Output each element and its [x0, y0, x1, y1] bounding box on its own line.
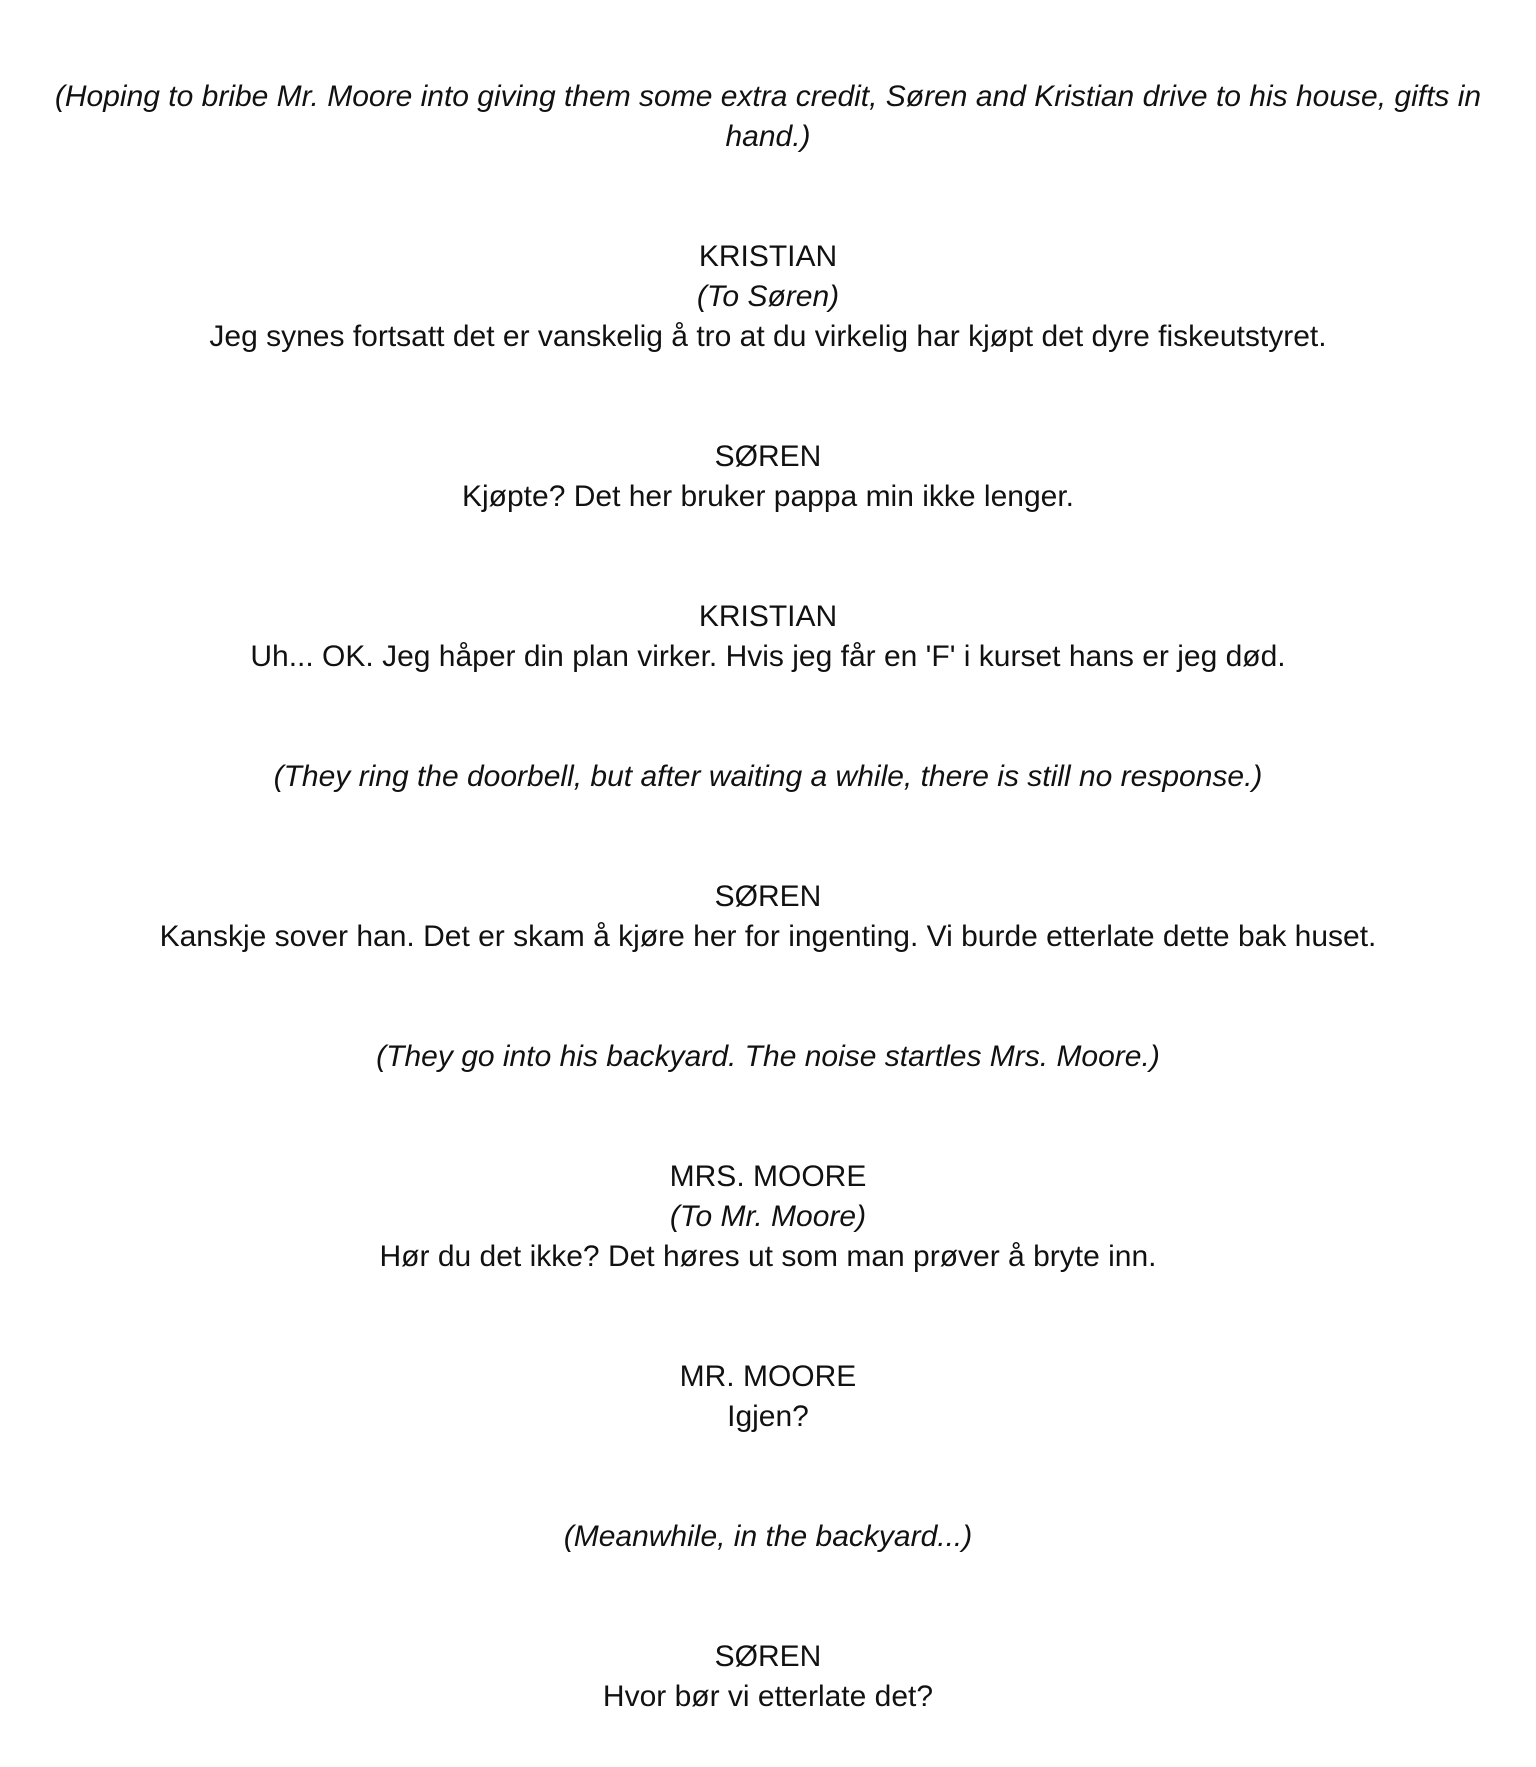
- character-name-soren: SØREN: [714, 1640, 822, 1673]
- dialogue-line: Hvor bør vi etterlate det?: [602, 1680, 934, 1713]
- parenthetical: (To Søren): [696, 280, 840, 313]
- dialogue-line: Jeg synes fortsatt det er vanskelig å tro at du virkelig har kjøpt det dyre fiskeutstyret.: [209, 320, 1327, 353]
- character-name-kristian: KRISTIAN: [698, 240, 838, 273]
- stage-direction: (They ring the doorbell, but after waiting a while, there is still no response.): [273, 760, 1263, 793]
- dialogue-line: Igjen?: [727, 1400, 809, 1433]
- parenthetical: (To Mr. Moore): [669, 1200, 867, 1233]
- stage-direction-opening: (Hoping to bribe Mr. Moore into giving them some extra credit, Søren and Kristian drive to his house, gifts in hand.): [54, 80, 1482, 153]
- stage-direction: (Meanwhile, in the backyard...): [563, 1520, 973, 1553]
- character-name-mr-moore: MR. MOORE: [679, 1360, 857, 1393]
- character-name-soren: SØREN: [714, 440, 822, 473]
- stage-direction: (They go into his backyard. The noise startles Mrs. Moore.): [376, 1040, 1160, 1073]
- character-name-mrs-moore: MRS. MOORE: [669, 1160, 867, 1193]
- character-name-soren: SØREN: [714, 880, 822, 913]
- dialogue-line: Uh... OK. Jeg håper din plan virker. Hvis jeg får en 'F' i kurset hans er jeg død.: [250, 640, 1286, 673]
- dialogue-line: Hør du det ikke? Det høres ut som man prøver å bryte inn.: [379, 1240, 1157, 1273]
- character-name-kristian: KRISTIAN: [698, 600, 838, 633]
- dialogue-line: Kanskje sover han. Det er skam å kjøre her for ingenting. Vi burde etterlate dette bak huset.: [159, 920, 1377, 953]
- dialogue-line: Kjøpte? Det her bruker pappa min ikke lenger.: [462, 480, 1074, 513]
